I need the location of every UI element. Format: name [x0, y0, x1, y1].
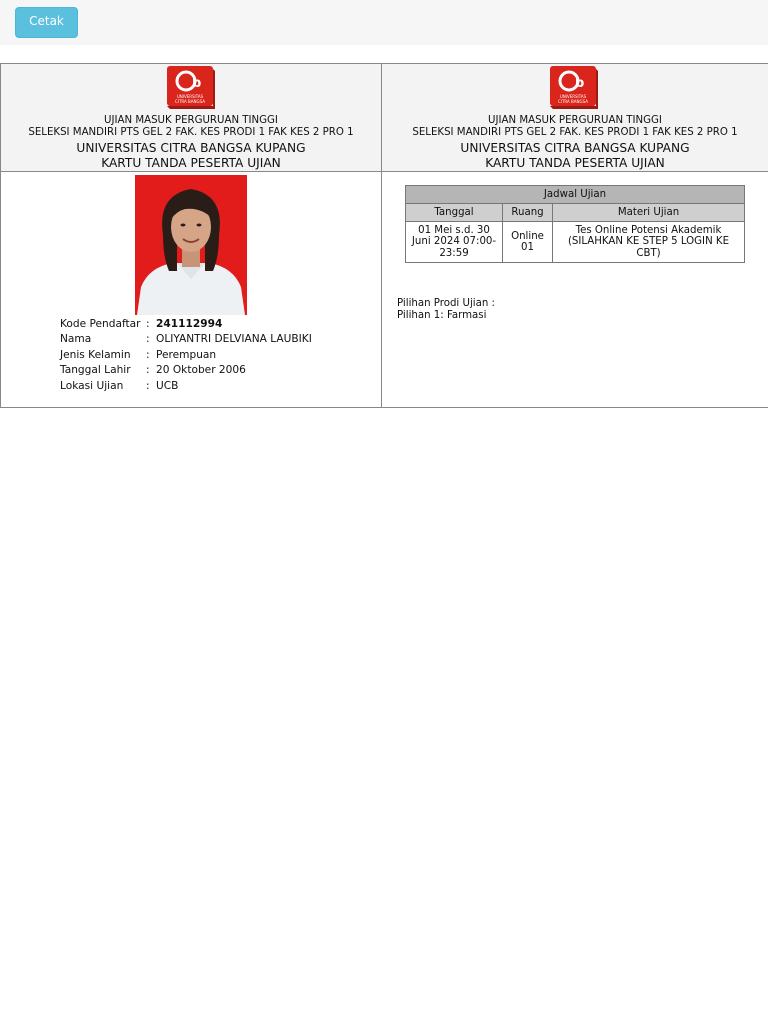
cell-materi: Tes Online Potensi Akademik (SILAHKAN KE STEP 5 LOGIN KE CBT) — [553, 222, 745, 263]
field-label: Nama — [60, 333, 92, 346]
field-separator: : — [146, 333, 150, 346]
header-card-title: KARTU TANDA PESERTA UJIAN — [485, 156, 665, 170]
field-label: Tanggal Lahir — [60, 364, 131, 377]
schedule-caption: Jadwal Ujian — [406, 186, 745, 204]
field-separator: : — [146, 348, 150, 361]
header-line-1: UJIAN MASUK PERGURUAN TINGGI — [104, 115, 278, 126]
participant-photo — [135, 175, 247, 315]
participant-panel — [1, 172, 382, 407]
svg-text:UNIVERSITAS: UNIVERSITAS — [559, 94, 587, 99]
cell-ruang: Online 01 — [503, 222, 553, 263]
exam-card — [0, 63, 768, 408]
svg-text:b: b — [192, 76, 202, 91]
field-label: Lokasi Ujian — [60, 379, 124, 392]
header-line-2: SELEKSI MANDIRI PTS GEL 2 FAK. KES PRODI 1 FAK KES 2 PRO 1 — [28, 127, 354, 138]
card-header-right — [382, 64, 768, 172]
cell-tanggal: 01 Mei s.d. 30 Juni 2024 07:00-23:59 — [406, 222, 503, 263]
column-header-tanggal: Tanggal — [406, 204, 503, 222]
field-value-tanggal-lahir: 20 Oktober 2006 — [156, 364, 246, 377]
header-card-title: KARTU TANDA PESERTA UJIAN — [101, 156, 281, 170]
field-separator: : — [146, 318, 150, 330]
prodi-choices-title: Pilihan Prodi Ujian : — [397, 298, 495, 309]
svg-text:b: b — [575, 76, 585, 91]
header-university-name: UNIVERSITAS CITRA BANGSA KUPANG — [76, 141, 306, 155]
column-header-materi: Materi Ujian — [553, 204, 745, 222]
header-line-1: UJIAN MASUK PERGURUAN TINGGI — [488, 115, 662, 126]
top-toolbar — [0, 0, 768, 45]
field-value-kode-pendaftar: 241112994 — [156, 318, 223, 330]
field-value-jenis-kelamin: Perempuan — [156, 348, 217, 361]
schedule-table — [405, 185, 745, 263]
field-value-lokasi-ujian: UCB — [156, 379, 179, 392]
university-logo-icon — [166, 65, 216, 110]
field-separator: : — [146, 364, 150, 377]
header-line-2: SELEKSI MANDIRI PTS GEL 2 FAK. KES PRODI 1 FAK KES 2 PRO 1 — [412, 127, 738, 138]
svg-text:CITRA BANGSA: CITRA BANGSA — [175, 99, 205, 104]
schedule-panel — [382, 172, 768, 407]
field-separator: : — [146, 379, 150, 392]
university-logo-icon — [549, 65, 599, 110]
svg-text:CITRA BANGSA: CITRA BANGSA — [558, 99, 588, 104]
svg-text:UNIVERSITAS: UNIVERSITAS — [176, 94, 204, 99]
column-header-ruang: Ruang — [503, 204, 553, 222]
prodi-choice-1: Pilihan 1: Farmasi — [397, 310, 487, 321]
prodi-choices — [397, 298, 495, 322]
header-university-name: UNIVERSITAS CITRA BANGSA KUPANG — [460, 141, 690, 155]
field-label: Kode Pendaftar — [60, 318, 141, 330]
table-row — [406, 222, 745, 263]
field-value-nama: OLIYANTRI DELVIANA LAUBIKI — [156, 333, 312, 346]
card-header-left — [1, 64, 382, 172]
field-label: Jenis Kelamin — [60, 348, 131, 361]
print-button[interactable]: Cetak — [15, 7, 78, 38]
